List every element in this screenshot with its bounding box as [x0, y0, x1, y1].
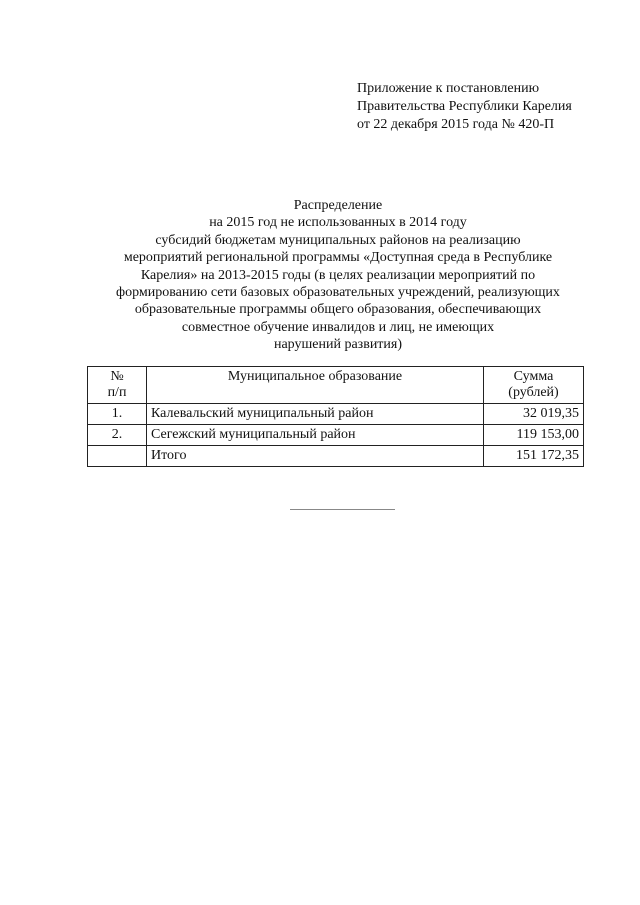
header-number [88, 367, 147, 404]
appendix-line: Правительства Республики Карелия [357, 99, 572, 114]
header-sum [484, 367, 584, 404]
header-number-line2: п/п [107, 385, 127, 400]
document-title [80, 197, 596, 354]
table-row [88, 404, 584, 425]
row-number: 2. [88, 425, 147, 446]
header-number-line1: № [110, 369, 124, 384]
appendix-line: от 22 декабря 2015 года № 420-П [357, 117, 555, 132]
table-row [88, 425, 584, 446]
row-municipality: Калевальский муниципальный район [147, 404, 484, 425]
total-sum: 151 172,35 [484, 446, 584, 467]
title-line: субсидий бюджетам муниципальных районов на реализацию [155, 232, 521, 248]
total-label: Итого [147, 446, 484, 467]
header-sum-line1: Сумма [513, 369, 554, 384]
distribution-table [87, 366, 584, 467]
title-line: нарушений развития) [273, 337, 403, 353]
appendix-line: Приложение к постановлению [357, 81, 540, 96]
row-municipality: Сегежский муниципальный район [147, 425, 484, 446]
table-total-row [88, 446, 584, 467]
title-line: образовательные программы общего образования, обеспечивающих [134, 302, 542, 318]
end-separator-line [290, 509, 395, 510]
row-sum: 119 153,00 [484, 425, 584, 446]
title-line: мероприятий региональной программы «Доступная среда в Республике [123, 250, 553, 266]
appendix-block [357, 80, 572, 134]
row-number: 1. [88, 404, 147, 425]
title-line: на 2015 год не использованных в 2014 году [209, 215, 467, 231]
title-line: формированию сети базовых образовательных учреждений, реализующих [116, 285, 560, 301]
row-sum: 32 019,35 [484, 404, 584, 425]
title-line: Распределение [293, 198, 383, 213]
title-line: Карелия» на 2013-2015 годы (в целях реализации мероприятий по [140, 267, 536, 283]
header-sum-line2: (рублей) [508, 385, 559, 400]
table-header-row [88, 367, 584, 404]
title-line: совместное обучение инвалидов и лиц, не имеющих [181, 319, 495, 335]
total-number [88, 446, 147, 467]
header-municipality: Муниципальное образование [147, 367, 484, 404]
